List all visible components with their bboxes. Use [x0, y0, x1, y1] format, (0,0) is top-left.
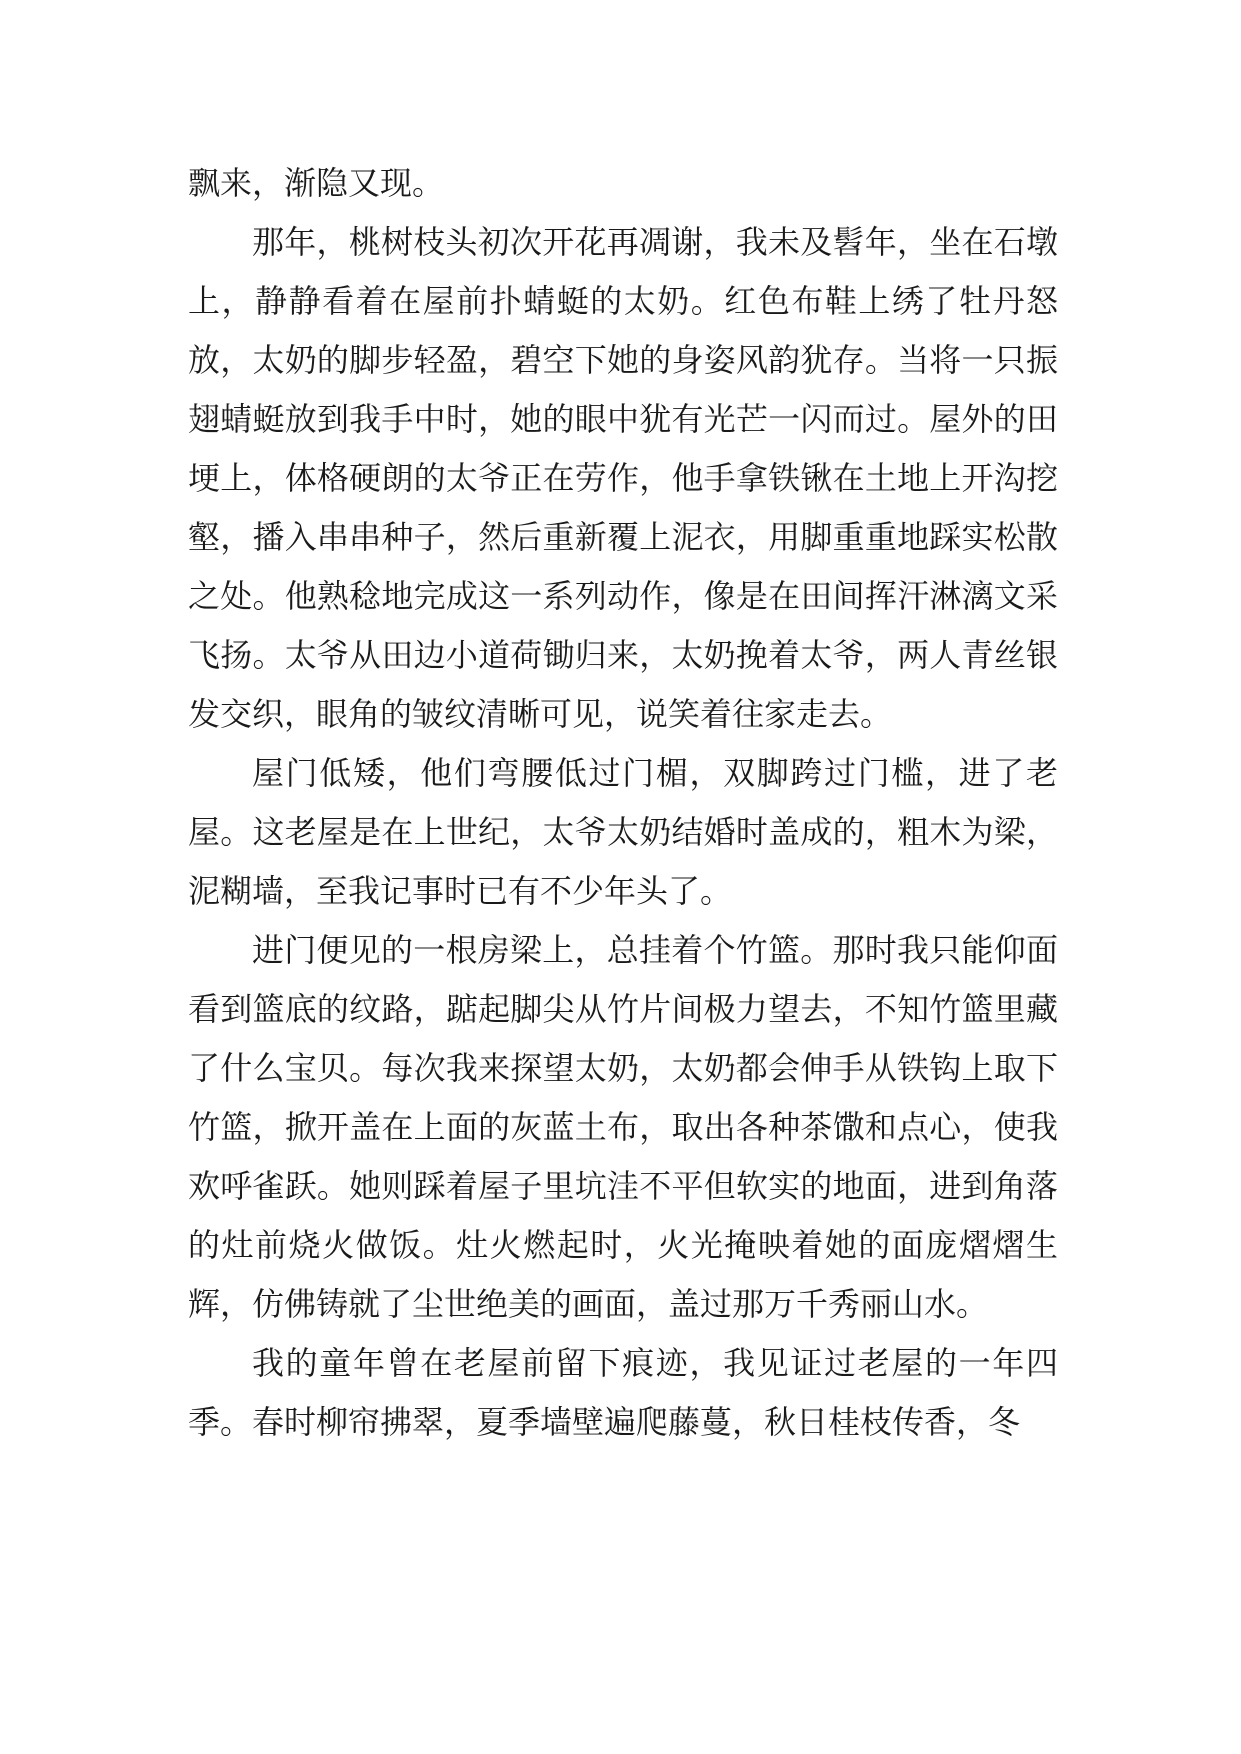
document-body [188, 154, 1058, 1452]
paragraph-4: 进门便见的一根房梁上，总挂着个竹篮。那时我只能仰面看到篮底的纹路，踮起脚尖从竹片间极力望去，不知竹篮里藏了什么宝贝。每次我来探望太奶，太奶都会伸手从铁钩上取下竹篮，掀开盖在上面的灰蓝土布，取出各种茶馓和点心，使我欢呼雀跃。她则踩着屋子里坑洼不平但软实的地面，进到角落的灶前烧火做饭。灶火燃起时，火光掩映着她的面庞熠熠生辉，仿佛铸就了尘世绝美的画面，盖过那万千秀丽山水。 [188, 931, 1058, 1323]
paragraph-2: 那年，桃树枝头初次开花再凋谢，我未及髫年，坐在石墩上，静静看着在屋前扑蜻蜓的太奶。红色布鞋上绣了牡丹怒放，太奶的脚步轻盈，碧空下她的身姿风韵犹存。当将一只振翅蜻蜓放到我手中时，她的眼中犹有光芒一闪而过。屋外的田埂上，体格硬朗的太爷正在劳作，他手拿铁锹在土地上开沟挖壑，播入串串种子，然后重新覆上泥衣，用脚重重地踩实松散之处。他熟稔地完成这一系列动作，像是在田间挥汗淋漓文采飞扬。太爷从田边小道荷锄归来，太奶挽着太爷，两人青丝银发交织，眼角的皱纹清晰可见，说笑着往家走去。 [188, 223, 1058, 733]
paragraph-1: 飘来，渐隐又现。 [188, 164, 445, 202]
paragraph-3: 屋门低矮，他们弯腰低过门楣，双脚跨过门槛，进了老屋。这老屋是在上世纪，太爷太奶结婚时盖成的，粗木为梁，泥糊墙，至我记事时已有不少年头了。 [188, 754, 1058, 910]
paragraph-5: 我的童年曾在老屋前留下痕迹，我见证过老屋的一年四季。春时柳帘拂翠，夏季墙壁遍爬藤蔓，秋日桂枝传香，冬 [188, 1344, 1058, 1441]
